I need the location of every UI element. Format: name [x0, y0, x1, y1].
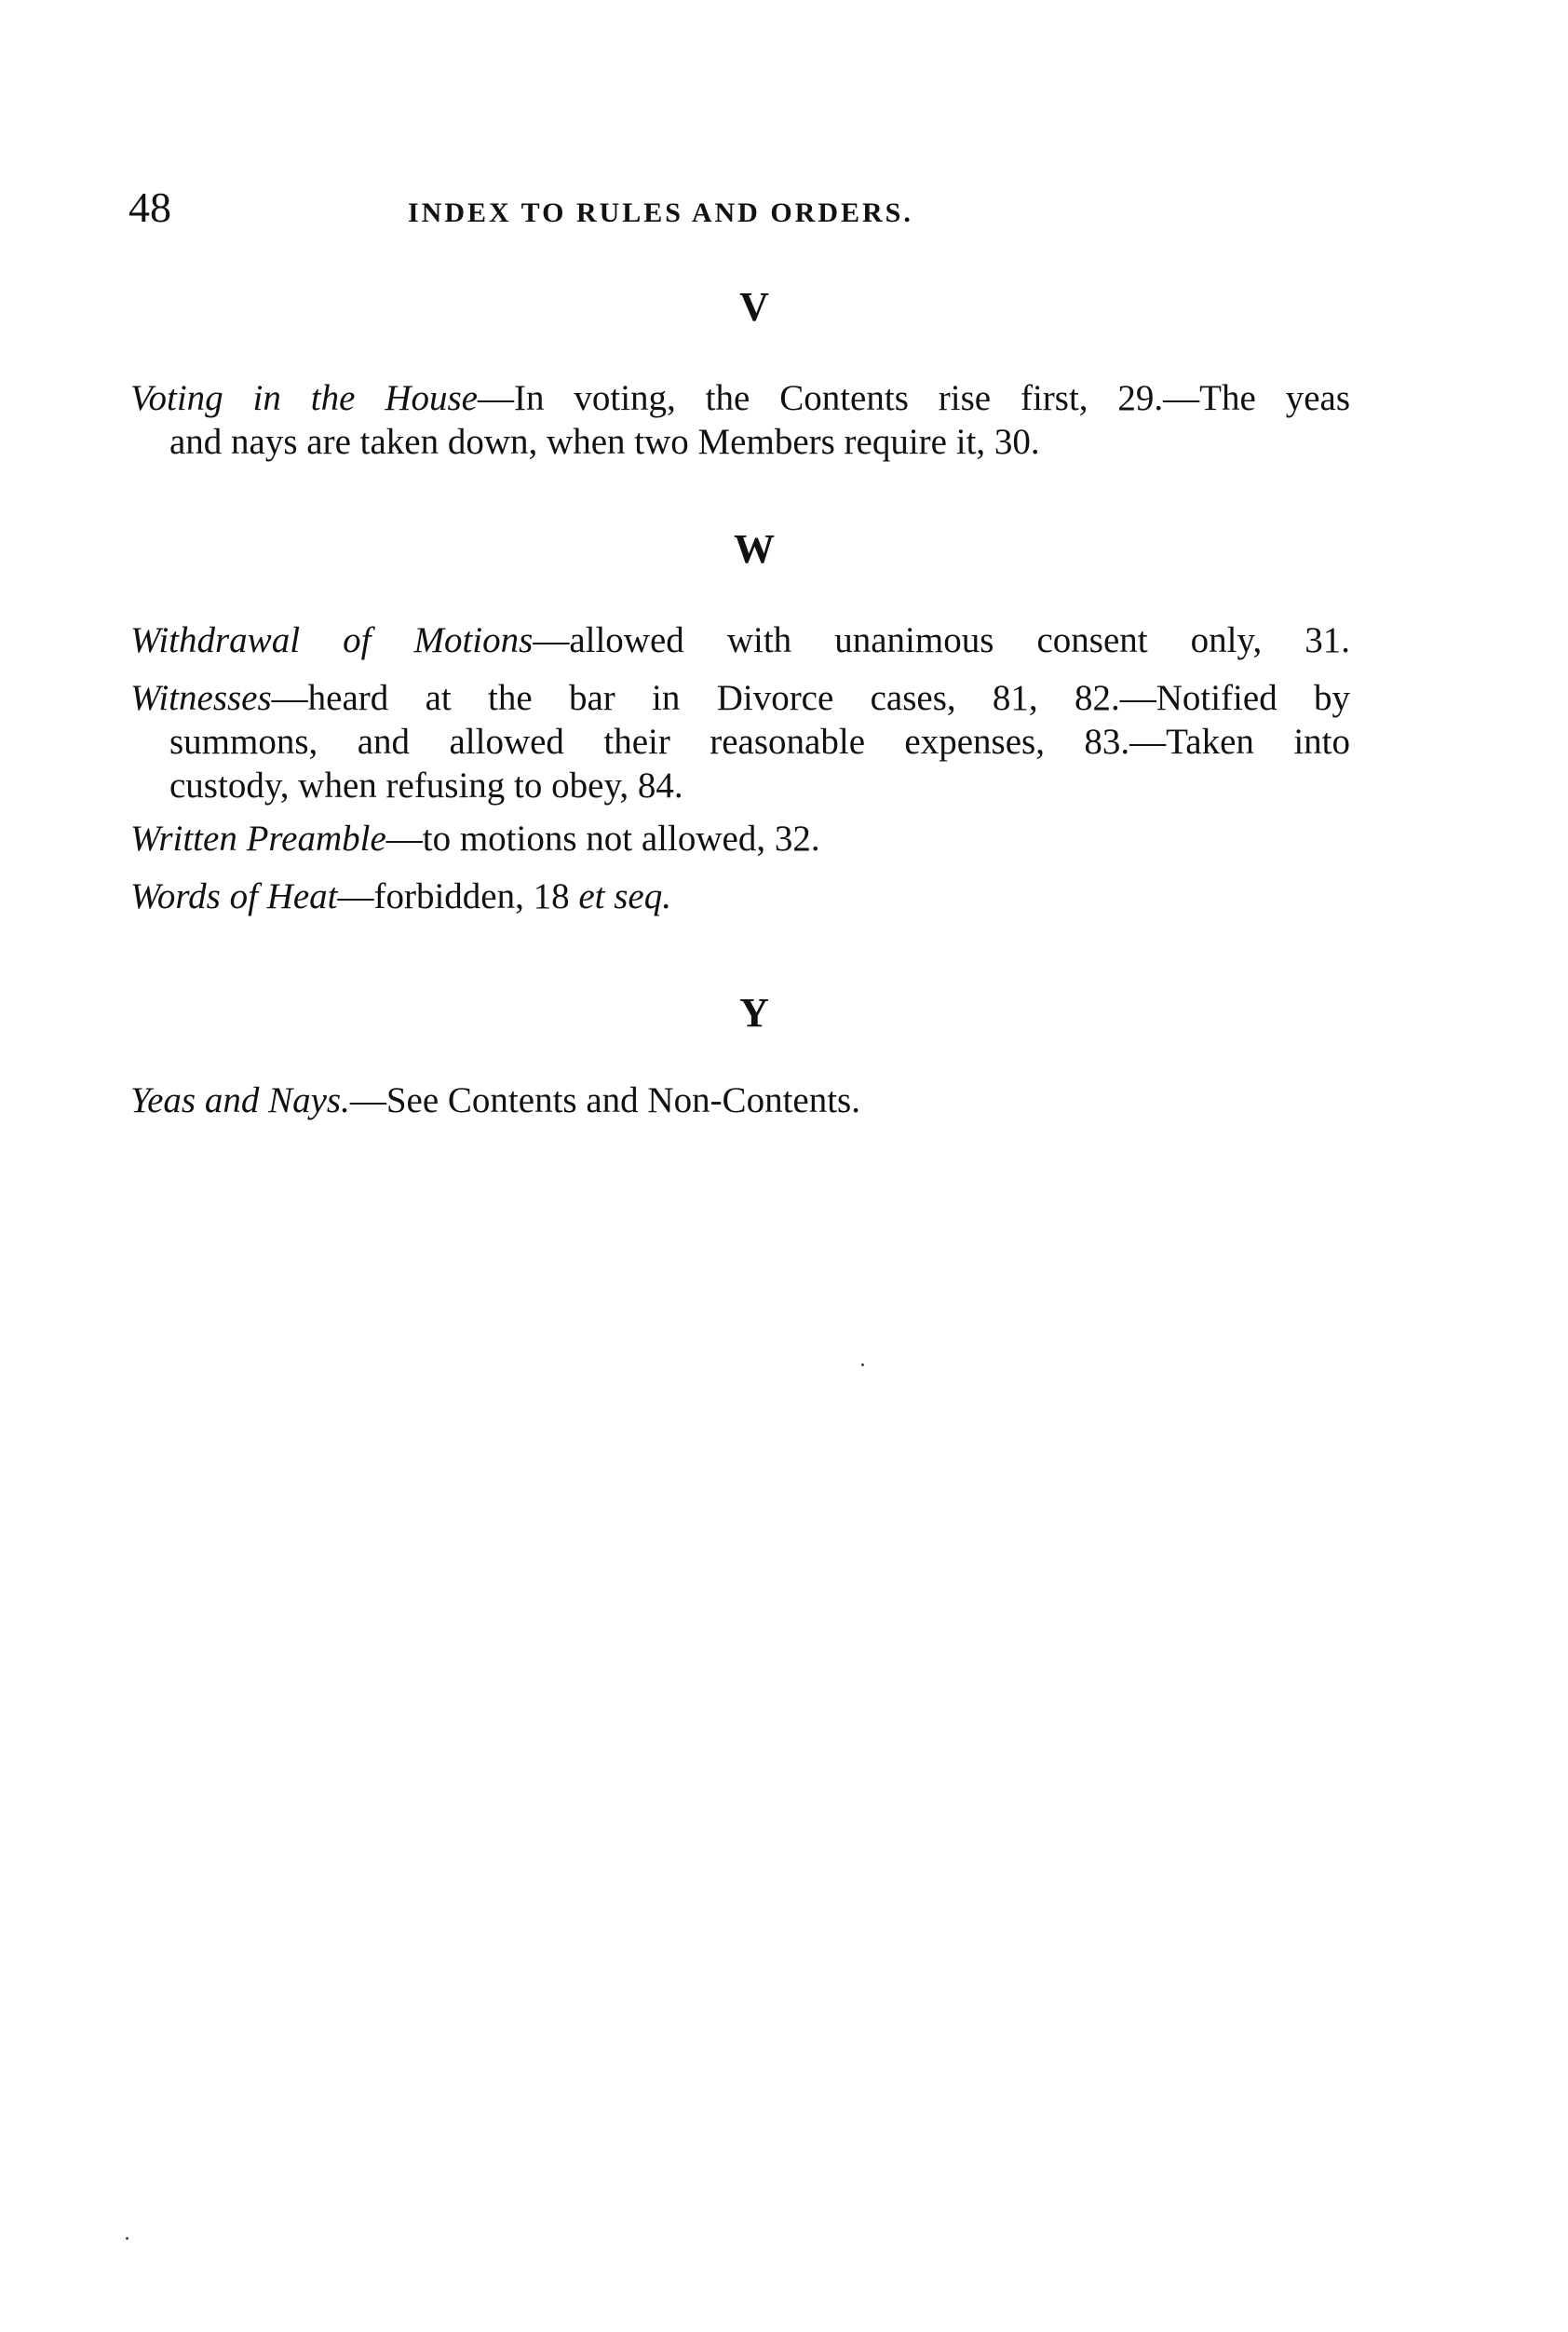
- entry-text: —to motions not allowed, 32.: [385, 819, 820, 859]
- entry-text: —forbidden, 18: [337, 876, 579, 916]
- entry-term: Withdrawal of Motions: [130, 620, 534, 660]
- entry-text: —In voting, the Contents rise first, 29.—The yeas: [477, 378, 1350, 418]
- entry-line: [130, 376, 1350, 420]
- section-letter-w: W: [734, 526, 775, 572]
- entry-line-continuation: custody, when refusing to obey, 84.: [169, 766, 683, 806]
- section-letter-v: V: [739, 284, 769, 330]
- entry-term: Witnesses: [130, 678, 272, 718]
- entry-term: Yeas and Nays.: [130, 1080, 350, 1120]
- index-entry-words-of-heat: [130, 874, 1350, 918]
- index-entry-withdrawal-of-motions: [130, 618, 1350, 662]
- page-number: 48: [128, 183, 171, 231]
- entry-line-continuation: summons, and allowed their reasonable expenses, 83.—Taken into: [169, 722, 1350, 762]
- entry-line: [130, 676, 1350, 720]
- entry-text: —See Contents and Non-Contents.: [349, 1080, 860, 1120]
- entry-line: [130, 618, 1350, 662]
- entry-line: [130, 817, 1350, 861]
- print-speck: [861, 1363, 864, 1366]
- running-head: INDEX TO RULES AND ORDERS.: [408, 197, 913, 228]
- index-entry-yeas-and-nays: [130, 1078, 1350, 1122]
- section-letter-y: Y: [739, 990, 769, 1036]
- index-entry-written-preamble: [130, 817, 1350, 861]
- entry-text: —allowed with unanimous consent only, 31.: [533, 620, 1351, 660]
- index-entry-witnesses: [130, 676, 1350, 807]
- entry-line: [130, 1078, 1350, 1122]
- entry-term: Written Preamble: [130, 819, 386, 859]
- entry-italic-suffix: et seq.: [578, 876, 671, 916]
- index-entry-voting-in-the-house: [130, 376, 1350, 464]
- entry-line: [130, 874, 1350, 918]
- entry-line-continuation: and nays are taken down, when two Members require it, 30.: [169, 422, 1040, 462]
- entry-text: —heard at the bar in Divorce cases, 81, 82.—Notified by: [271, 678, 1350, 718]
- entry-term: Voting in the House: [130, 378, 478, 418]
- print-speck: [126, 2237, 128, 2240]
- entry-term: Words of Heat: [130, 876, 338, 916]
